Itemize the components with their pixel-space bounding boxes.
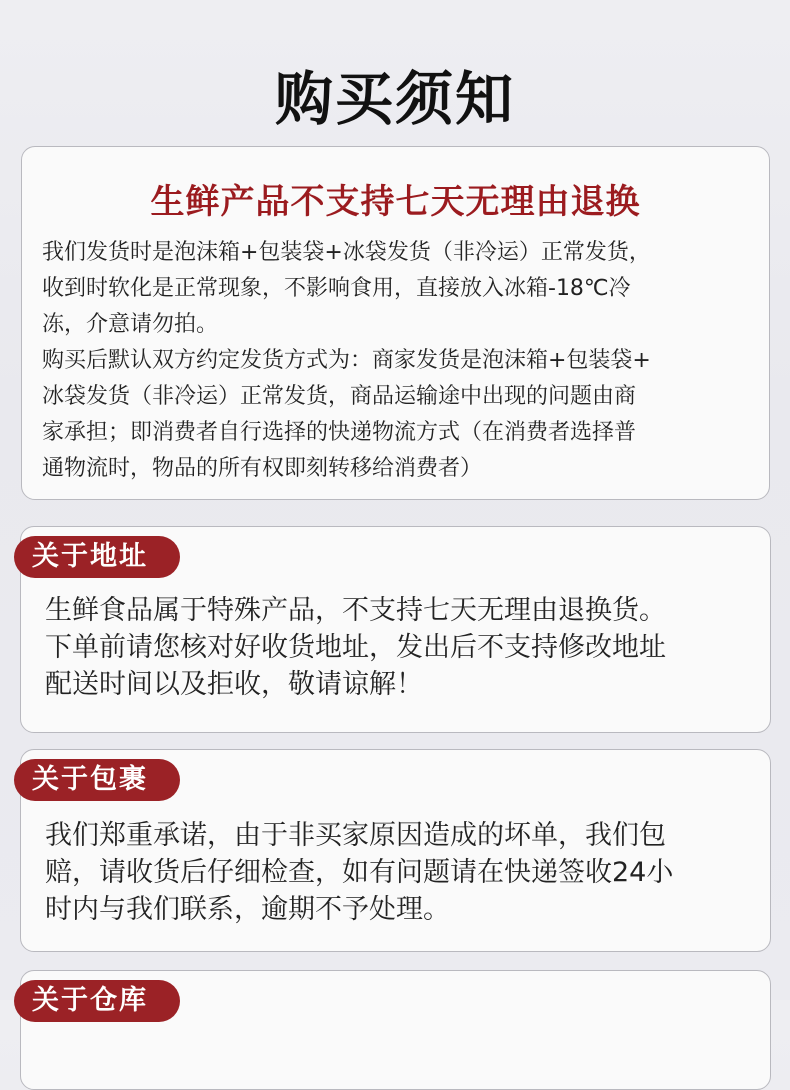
notice-heading: 生鲜产品不支持七天无理由退换 [150,182,641,222]
package-line: 我们郑重承诺，由于非买家原因造成的坏单，我们包 [45,820,666,851]
address-line: 下单前请您核对好收货地址，发出后不支持修改地址 [45,632,666,663]
notice-line: 冻，介意请勿拍。 [42,312,219,337]
package-line: 时内与我们联系，逾期不予处理。 [45,894,450,925]
notice-line: 家承担；即消费者自行选择的快递物流方式（在消费者选择普 [42,420,637,445]
notice-line: 通物流时，物品的所有权即刻转移给消费者） [42,456,483,481]
address-section-body [45,592,755,703]
notice-card [21,146,770,500]
notice-line: 购买后默认双方约定发货方式为：商家发货是泡沫箱+包装袋+ [42,348,651,373]
notice-line: 收到时软化是正常现象，不影响食用，直接放入冰箱-18℃冷 [42,276,631,301]
package-section-body [45,817,755,928]
page-title: 购买须知 [274,65,515,133]
package-line: 赔，请收货后仔细检查，如有问题请在快递签收24小 [45,857,674,888]
address-line: 配送时间以及拒收，敬请谅解！ [45,669,423,700]
address-section-label: 关于地址 [14,536,180,578]
notice-line: 我们发货时是泡沫箱+包装袋+冰袋发货（非冷运）正常发货， [42,240,651,265]
notice-body [42,235,757,487]
notice-line: 冰袋发货（非冷运）正常发货，商品运输途中出现的问题由商 [42,384,637,409]
package-section-label: 关于包裹 [14,759,180,801]
address-line: 生鲜食品属于特殊产品，不支持七天无理由退换货。 [45,595,666,626]
warehouse-section-label: 关于仓库 [14,980,180,1022]
